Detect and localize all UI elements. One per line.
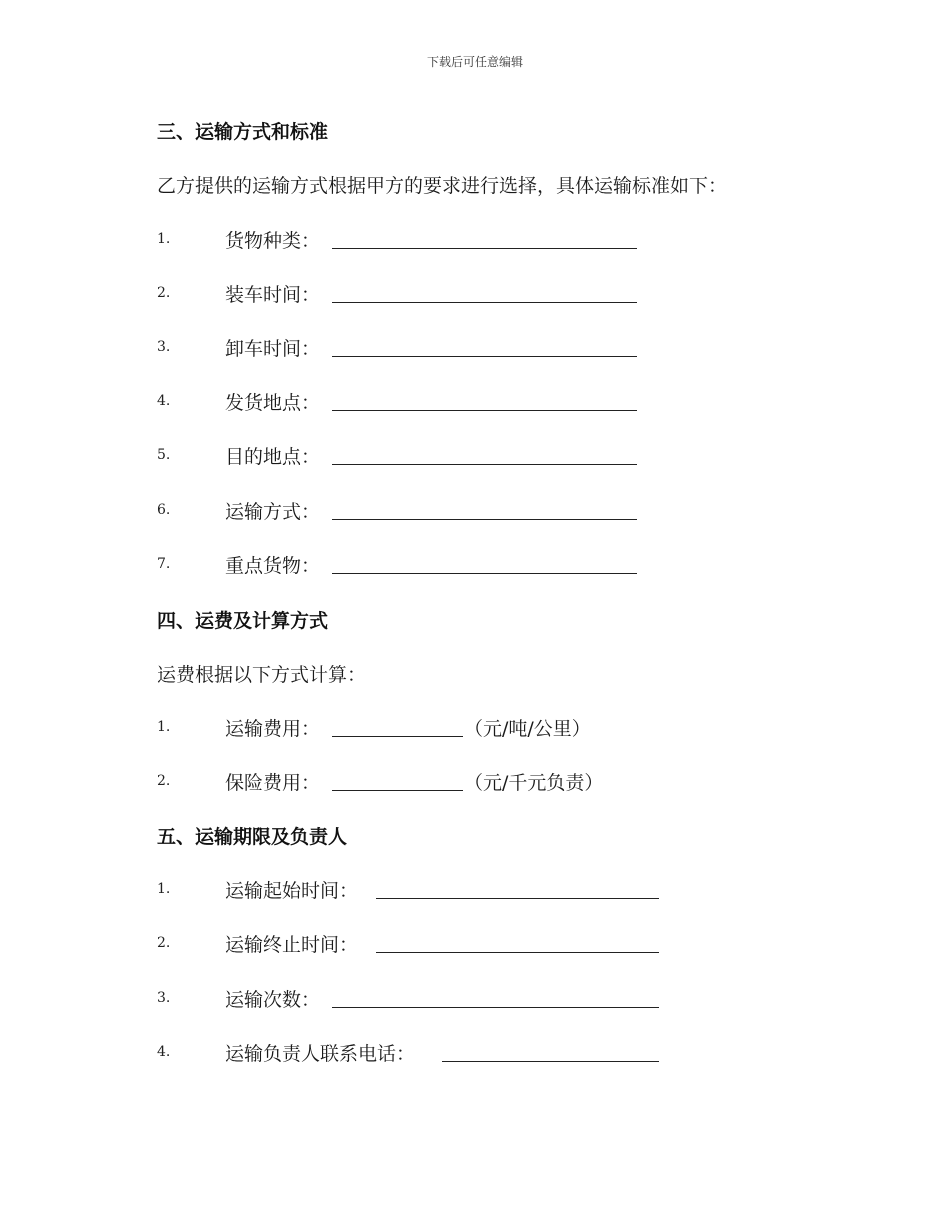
item-label: 运输方式：: [225, 501, 321, 523]
item-label: 运输费用：: [225, 718, 321, 740]
fill-in-blank[interactable]: [376, 952, 659, 953]
item-number: 2.: [157, 935, 171, 951]
item-number: 1.: [157, 881, 171, 897]
fill-in-blank[interactable]: [332, 736, 463, 737]
fill-in-blank[interactable]: [332, 356, 637, 357]
section-heading-transport-period: 五、运输期限及负责人: [157, 826, 348, 848]
section-heading-freight-calculation: 四、运费及计算方式: [157, 610, 329, 632]
page-header: 下载后可任意编辑: [426, 55, 523, 69]
section-heading-transport-method: 三、运输方式和标准: [157, 121, 329, 143]
item-label: 运输负责人联系电话：: [225, 1043, 416, 1065]
item-label: 发货地点：: [225, 392, 321, 414]
item-label: 货物种类：: [225, 230, 321, 252]
fill-in-blank[interactable]: [442, 1061, 659, 1062]
section-intro-freight-calculation: 运费根据以下方式计算：: [157, 664, 367, 686]
unit-label: （元/千元负责）: [464, 772, 604, 794]
item-number: 3.: [157, 339, 171, 355]
item-number: 2.: [157, 773, 171, 789]
item-number: 1.: [157, 231, 171, 247]
fill-in-blank[interactable]: [332, 790, 463, 791]
item-label: 运输起始时间：: [225, 880, 359, 902]
item-number: 6.: [157, 502, 171, 518]
section-intro-transport-method: 乙方提供的运输方式根据甲方的要求进行选择，具体运输标准如下：: [157, 175, 728, 197]
fill-in-blank[interactable]: [332, 302, 637, 303]
item-label: 运输次数：: [225, 989, 321, 1011]
fill-in-blank[interactable]: [332, 410, 637, 411]
fill-in-blank[interactable]: [332, 573, 637, 574]
fill-in-blank[interactable]: [376, 898, 659, 899]
item-label: 运输终止时间：: [225, 934, 359, 956]
unit-label: （元/吨/公里）: [464, 718, 591, 740]
fill-in-blank[interactable]: [332, 519, 637, 520]
fill-in-blank[interactable]: [332, 1007, 659, 1008]
item-number: 7.: [157, 556, 171, 572]
fill-in-blank[interactable]: [332, 248, 637, 249]
item-number: 4.: [157, 1044, 171, 1060]
item-number: 2.: [157, 285, 171, 301]
fill-in-blank[interactable]: [332, 464, 637, 465]
item-number: 3.: [157, 990, 171, 1006]
item-label: 卸车时间：: [225, 338, 321, 360]
item-label: 装车时间：: [225, 284, 321, 306]
item-label: 目的地点：: [225, 446, 321, 468]
item-label: 重点货物：: [225, 555, 321, 577]
item-label: 保险费用：: [225, 772, 321, 794]
item-number: 5.: [157, 447, 171, 463]
item-number: 4.: [157, 393, 171, 409]
item-number: 1.: [157, 719, 171, 735]
